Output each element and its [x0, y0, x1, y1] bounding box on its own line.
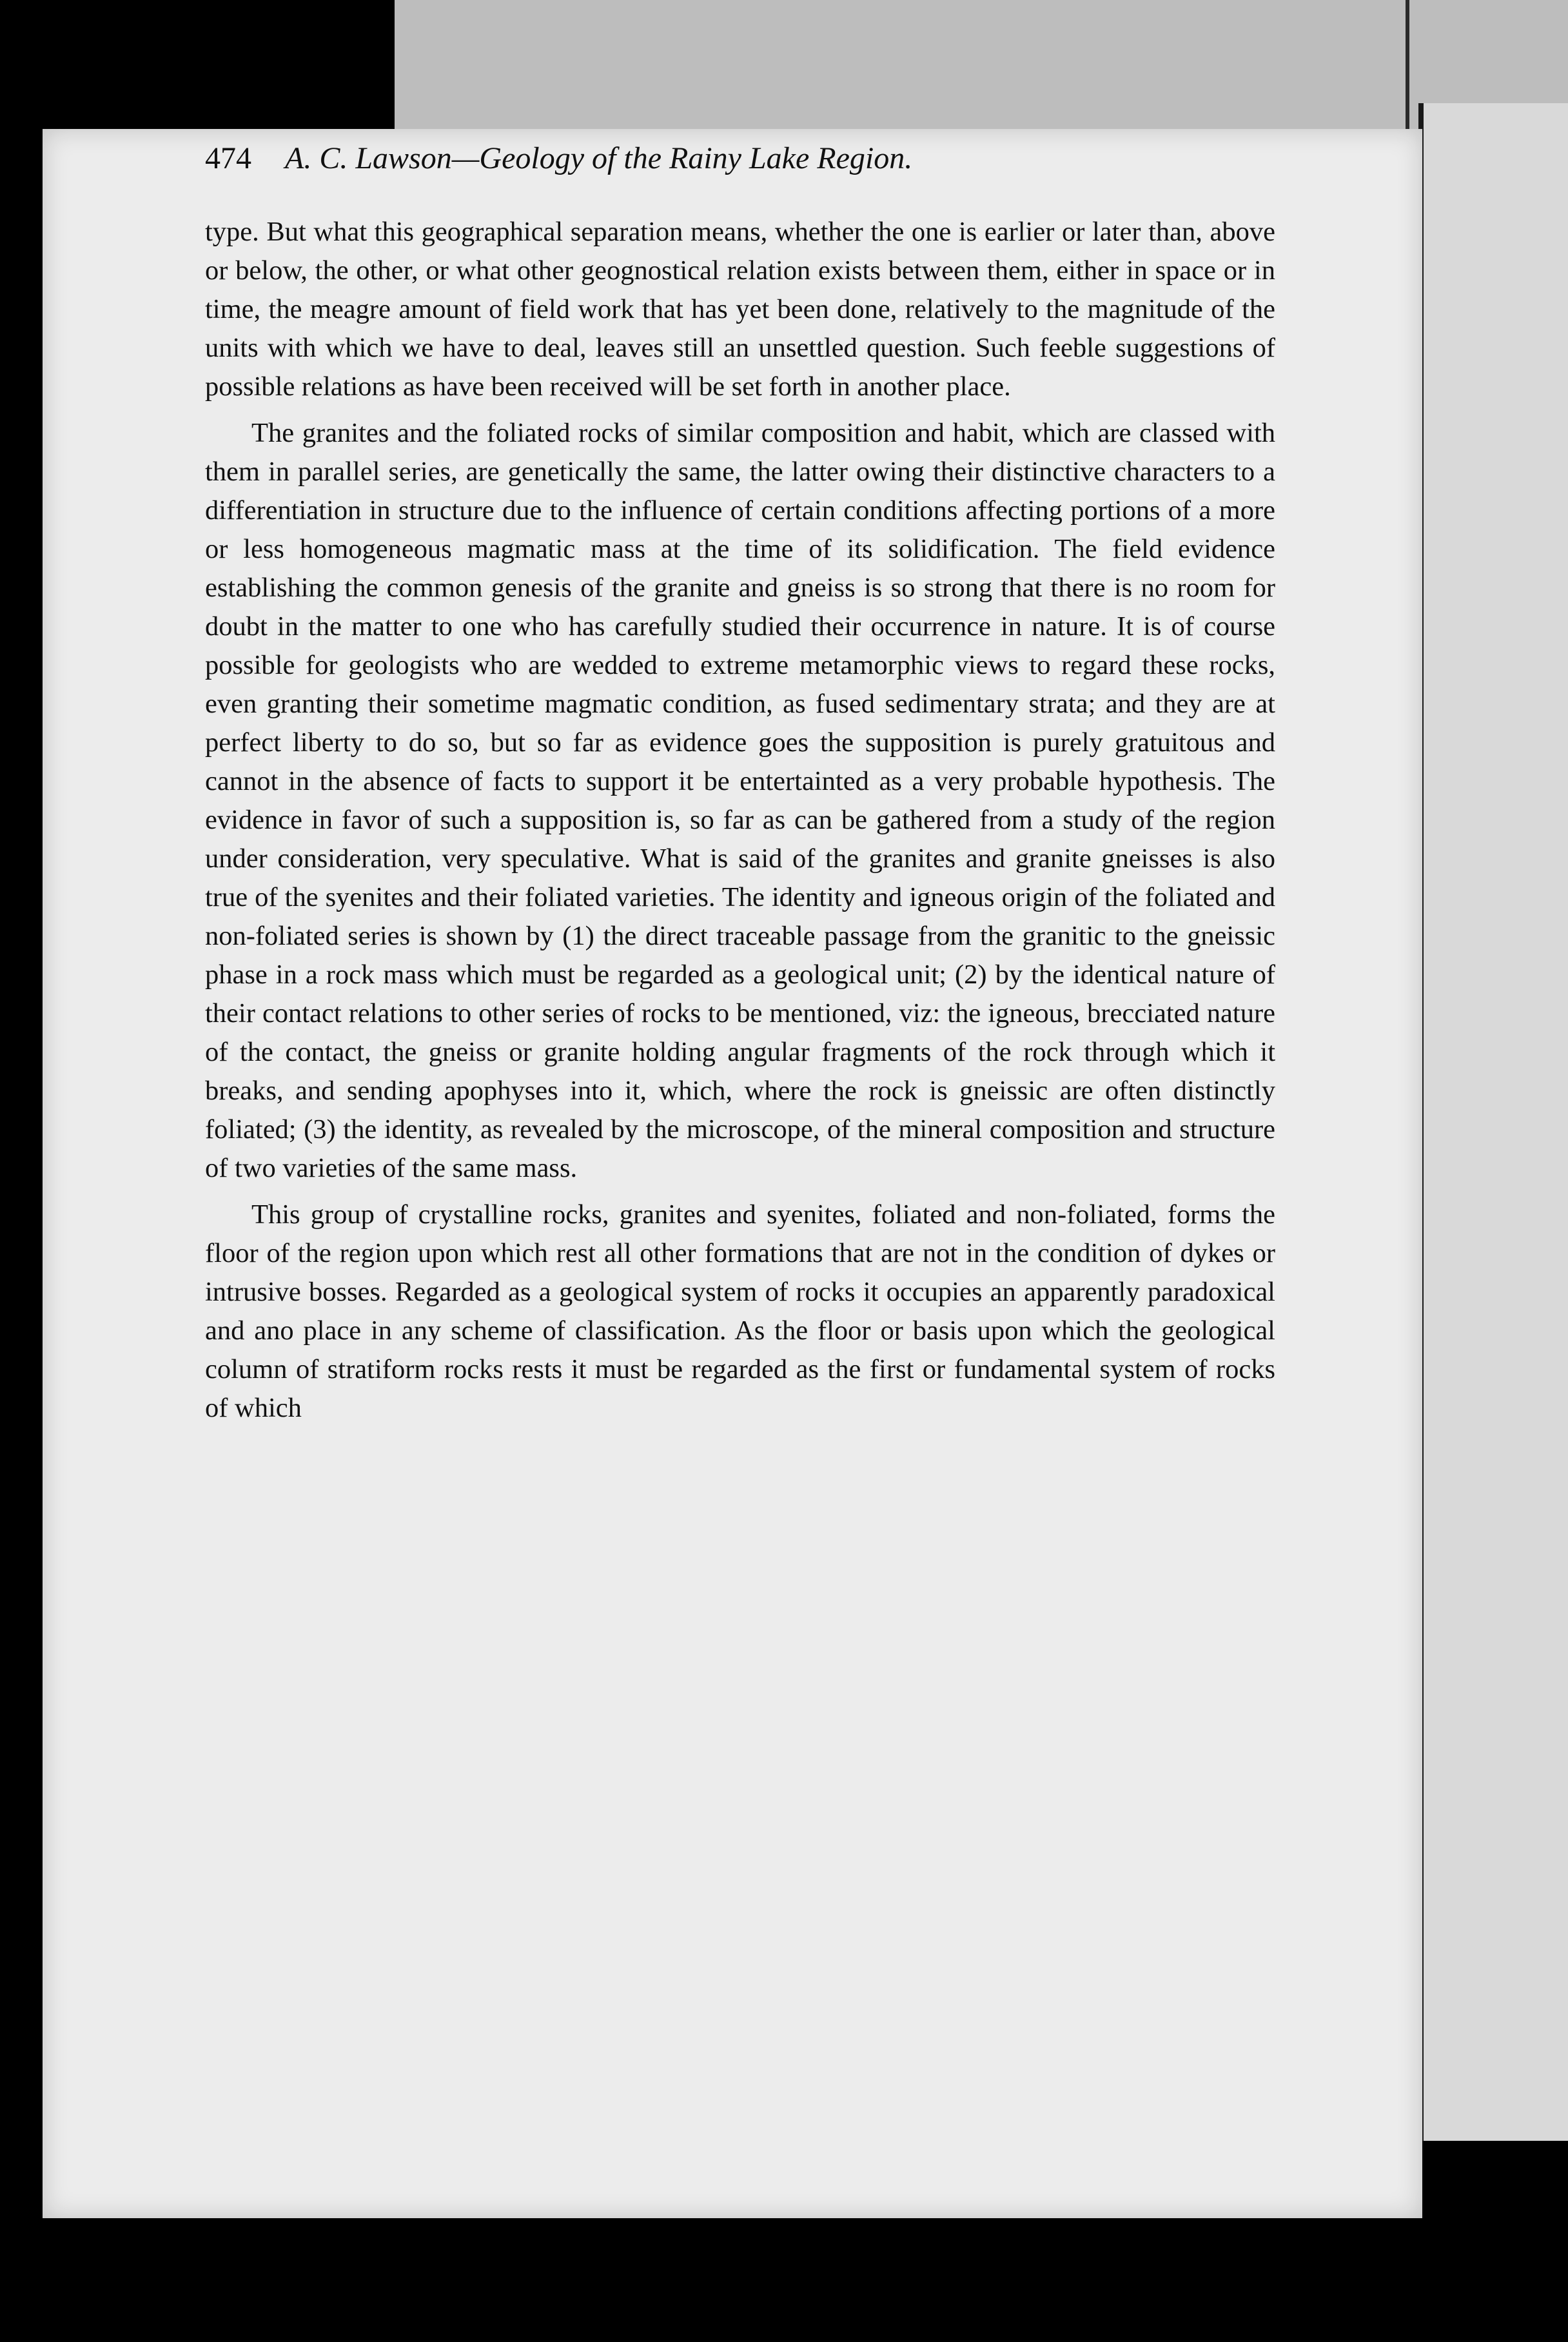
page-header: [205, 141, 1269, 176]
paragraph-1: type. But what this geographical separation means, whether the one is earlier or later than, above or below, the other, or what other geognostical relation exists between them, either in space or in time, the meagre amount of field work that has yet been done, relatively to the magnitude of the units with which we have to deal, leaves still an unsettled question. Such feeble suggestions of possible relations as have been received will be set forth in another place.: [205, 217, 1275, 402]
page-number: 474: [205, 141, 251, 175]
paragraph-2: The granites and the foliated rocks of similar composition and habit, which are classed with them in parallel series, are genetically the same, the latter owing their distinctive characters to a differentiation in structure due to the influence of certain conditions affecting portions of a more or less homogeneous magmatic mass at the time of its solidification. The field evidence establishing the common genesis of the granite and gneiss is so strong that there is no room for doubt in the matter to one who has carefully studied their occurrence in nature. It is of course possible for geologists who are wedded to extreme metamorphic views to regard these rocks, even granting their sometime magmatic condition, as fused sedimentary strata; and they are at perfect liberty to do so, but so far as evidence goes the supposition is purely gratuitous and cannot in the absence of facts to support it be entertainted as a very probable hypothesis. The evidence in favor of such a supposition is, so far as can be gathered from a study of the region under consideration, very speculative. What is said of the granites and granite gneisses is also true of the syenites and their foliated varieties. The identity and igneous origin of the foliated and non-foliated series is shown by (1) the direct traceable passage from the granitic to the gneissic phase in a rock mass which must be regarded as a geological unit; (2) by the identical nature of their contact relations to other series of rocks to be mentioned, viz: the igneous, brecciated nature of the contact, the gneiss or granite holding angular fragments of the rock through which it breaks, and sending apophyses into it, which, where the rock is gneissic are often distinctly foliated; (3) the identity, as revealed by the microscope, of the mineral composition and structure of two varieties of the same mass.: [205, 418, 1275, 1183]
running-title: A. C. Lawson—Geology of the Rainy Lake Region.: [285, 141, 913, 175]
adjacent-page-edge: [1418, 103, 1568, 2141]
body-text: [205, 213, 1275, 1428]
paragraph-3: This group of crystalline rocks, granites and syenites, foliated and non-foliated, forms the floor of the region upon which rest all other formations that are not in the condition of dykes or intrusive bosses. Regarded as a geological system of rocks it occupies an apparently paradoxical and ano place in any scheme of classification. As the floor or basis upon which the geological column of stratiform rocks rests it must be regarded as the first or fundamental system of rocks of which: [205, 1199, 1275, 1423]
